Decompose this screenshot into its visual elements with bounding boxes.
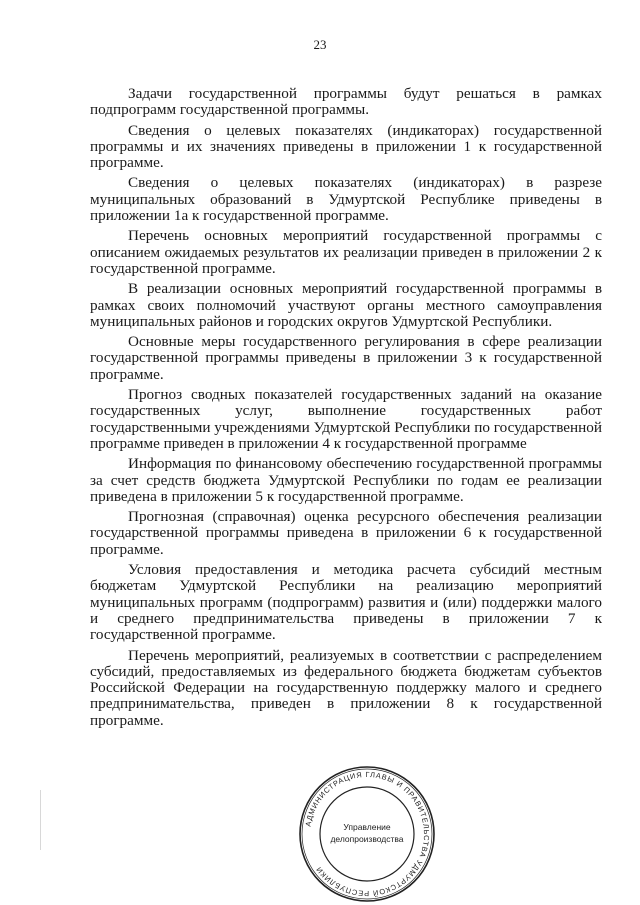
office-stamp	[297, 764, 437, 904]
page-number: 23	[313, 37, 327, 52]
paragraph-financing: Информация по финансовому обеспечению государственной программы за счет средств бюджета Удмуртской Республики по годам ее реализации приведена в приложении 5 к государственной программе.	[90, 455, 602, 505]
paragraph-resource-estimate: Прогнозная (справочная) оценка ресурсного обеспечения реализации государственной программы приведена в приложении 6 к государственной программе.	[90, 508, 602, 558]
paragraph-main-activities: Перечень основных мероприятий государственной программы с описанием ожидаемых результатов их реализации приведен в приложении 2 к государственной программе.	[90, 227, 602, 277]
paragraph-subprograms: Задачи государственной программы будут решаться в рамках подпрограмм государственной программы.	[90, 85, 602, 119]
stamp-center-line2: делопроизводства	[330, 834, 404, 844]
paragraph-subsidies: Условия предоставления и методика расчета субсидий местным бюджетам Удмуртской Республики на реализацию мероприятий муниципальных программ (подпрограмм) развития и (или) поддержки малого и среднего предпринимательства приведены в приложении 7 к государственной программе.	[90, 561, 602, 644]
paragraph-federal-subsidies: Перечень мероприятий, реализуемых в соответствии с распределением субсидий, предоставляемых из федерального бюджета бюджетам субъектов Российской Федерации на государственную поддержку малого и среднего предпринимательства, приведен в приложении 8 к государственной программе.	[90, 646, 602, 729]
paragraph-state-assignments: Прогноз сводных показателей государственных заданий на оказание государственных услуг, выполнение государственных работ государственными учреждениями Удмуртской Республики по государственной программе приведен в приложении 4 к государственной программе	[90, 386, 602, 452]
paragraph-local-government: В реализации основных мероприятий государственной программы в рамках своих полномочий участвуют органы местного самоуправления муниципальных районов и городских округов Удмуртской Республики.	[90, 280, 602, 330]
margin-mark	[40, 790, 41, 850]
document-body	[90, 86, 602, 733]
stamp-ring-text: АДМИНИСТРАЦИЯ ГЛАВЫ И ПРАВИТЕЛЬСТВА УДМУРТСКОЙ РЕСПУБЛИКИ	[303, 769, 432, 899]
paragraph-regulation: Основные меры государственного регулирования в сфере реализации государственной программы приведены в приложении 3 к государственной программе.	[90, 333, 602, 383]
stamp-center-line1: Управление	[343, 822, 391, 832]
paragraph-indicators-municipal: Сведения о целевых показателях (индикаторах) в разрезе муниципальных образований в Удмуртской Республике приведены в приложении 1а к государственной программе.	[90, 174, 602, 225]
paragraph-indicators: Сведения о целевых показателях (индикаторах) государственной программы и их значениях приведены в приложении 1 к государственной программе.	[90, 121, 602, 172]
